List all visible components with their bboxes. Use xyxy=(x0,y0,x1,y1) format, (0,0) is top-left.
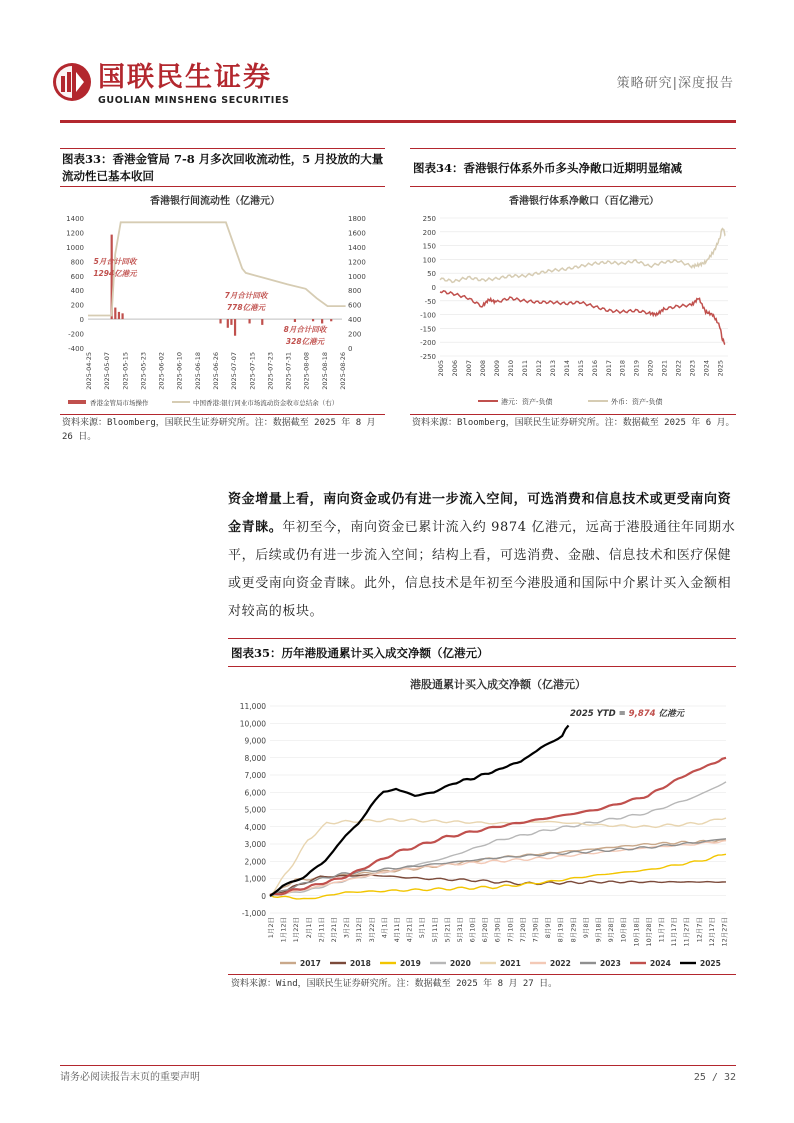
chart35-ytick: -1,000 xyxy=(241,909,266,918)
chart35-xtick: 6月10日 xyxy=(468,917,477,943)
chart35-ytd-annotation: 2025 YTD = 9,874 亿港元 xyxy=(570,709,685,719)
chart33-annotation: 778亿港元 xyxy=(226,303,266,312)
chart34-ytick: 50 xyxy=(427,270,436,279)
body-paragraph xyxy=(228,486,738,626)
fig33-bottom-rule xyxy=(60,414,385,415)
chart33-ytick-left: 400 xyxy=(70,287,84,296)
chart33-xtick: 2025-08-18 xyxy=(320,352,329,390)
fig34-title xyxy=(413,160,735,177)
chart34-legend-fx: 外币：资产-负债 xyxy=(611,398,663,406)
chart-southbound-cumulative xyxy=(228,668,736,973)
fig35-label: 图表35： xyxy=(231,646,282,660)
fig35-source: 资料来源：Wind，国联民生证券研究所。注：数据截至 2025 年 8 月 27 日。 xyxy=(231,979,558,989)
chart35-title: 港股通累计买入成交净额（亿港元） xyxy=(410,678,586,691)
chart35-legend-label: 2018 xyxy=(350,959,371,968)
chart34-legend-hkd: 港元：资产-负债 xyxy=(501,398,553,406)
chart35-xtick: 12月7日 xyxy=(695,917,704,943)
chart35-xtick: 10月28日 xyxy=(644,917,653,947)
page-number: 25 / 32 xyxy=(693,1072,736,1083)
chart33-xtick: 2025-05-07 xyxy=(103,352,112,390)
chart33-ytick-right: 1000 xyxy=(348,272,366,281)
chart33-ytick-right: 1200 xyxy=(348,258,366,267)
chart33-ytick-right: 200 xyxy=(348,330,362,339)
chart34-ytick: -50 xyxy=(424,297,436,306)
chart33-xtick: 2025-08-26 xyxy=(339,352,347,390)
chart33-xtick: 2025-06-10 xyxy=(175,352,184,390)
chart35-ytick: 2,000 xyxy=(244,857,266,867)
chart35-xtick: 3月22日 xyxy=(367,917,376,943)
chart33-xtick: 2025-07-23 xyxy=(266,352,275,390)
chart35-xtick: 3月12日 xyxy=(355,917,364,943)
chart35-xtick: 7月10日 xyxy=(506,917,515,943)
chart35-xtick: 11月17日 xyxy=(670,917,679,947)
chart34-xtick: 2010 xyxy=(506,360,515,377)
header-rule xyxy=(60,120,736,123)
fig34-title-rule xyxy=(410,186,736,187)
fig34-source: 资料来源：Bloomberg，国联民生证券研究所。注：数据截至 2025 年 6 月。 xyxy=(412,418,735,428)
chart35-xtick: 1月12日 xyxy=(279,917,288,943)
chart34-ytick: -150 xyxy=(420,325,436,334)
chart35-xtick: 8月9日 xyxy=(544,917,553,939)
chart-interbank-liquidity xyxy=(60,188,385,413)
chart33-ytick-left: 1000 xyxy=(66,243,84,252)
chart33-ytick-left: -200 xyxy=(68,330,84,339)
chart34-ytick: 150 xyxy=(422,242,436,251)
chart35-series-line xyxy=(270,818,726,897)
chart35-legend-label: 2019 xyxy=(400,959,421,968)
fig33-title-text: 香港金管局 7-8 月多次回收流动性，5 月投放的大量流动性已基本收回 xyxy=(62,152,384,183)
chart33-bar xyxy=(261,319,263,325)
chart34-xtick: 2023 xyxy=(688,360,697,377)
chart35-xtick: 5月1日 xyxy=(418,917,427,939)
footer-rule xyxy=(60,1065,736,1066)
chart35-xtick: 9月18日 xyxy=(594,917,603,943)
chart33-ytick-right: 600 xyxy=(348,301,362,310)
chart34-xtick: 2011 xyxy=(520,360,529,377)
chart34-ytick: -100 xyxy=(420,311,436,320)
fig33-title xyxy=(62,151,384,185)
fig34-top-rule xyxy=(410,148,736,149)
chart35-xtick: 7月30日 xyxy=(531,917,540,943)
chart35-xtick: 1月2日 xyxy=(267,917,275,939)
chart34-xtick: 2024 xyxy=(702,360,711,377)
chart34-ytick: 100 xyxy=(422,256,436,265)
chart34-ytick: 200 xyxy=(422,228,436,237)
chart35-legend-label: 2021 xyxy=(500,959,521,968)
chart33-legend-ops: 香港金管局市场操作 xyxy=(90,399,149,407)
chart34-xtick: 2021 xyxy=(660,360,669,377)
chart33-bar xyxy=(118,312,120,319)
chart35-xtick: 1月22日 xyxy=(292,917,301,943)
chart34-xtick: 2014 xyxy=(562,360,571,377)
chart35-legend-label: 2023 xyxy=(600,959,621,968)
chart35-xtick: 4月11日 xyxy=(392,917,401,943)
chart35-ytick: 7,000 xyxy=(244,771,266,780)
chart35-xtick: 2月11日 xyxy=(317,917,326,943)
chart33-legend-swatch-ops xyxy=(68,400,86,404)
chart33-xtick: 2025-06-18 xyxy=(193,352,202,390)
chart35-ytick: 6,000 xyxy=(244,788,266,798)
chart34-xtick: 2008 xyxy=(478,360,487,377)
chart33-ytick-right: 400 xyxy=(348,316,362,325)
logo-en: GUOLIAN MINSHENG SECURITIES xyxy=(98,95,290,106)
chart35-xtick: 12月17日 xyxy=(707,917,716,947)
chart35-legend-label: 2022 xyxy=(550,959,571,968)
fig35-bottom-rule xyxy=(228,974,736,975)
chart35-legend-label: 2025 xyxy=(700,959,721,968)
chart35-legend-label: 2024 xyxy=(650,959,671,968)
chart34-series-line xyxy=(440,291,725,344)
chart34-xtick: 2006 xyxy=(450,360,459,377)
chart35-ytick: 3,000 xyxy=(244,840,266,849)
chart35-xtick: 6月30日 xyxy=(493,917,502,943)
chart35-xtick: 2月21日 xyxy=(329,917,338,943)
chart34-xtick: 2015 xyxy=(576,360,585,377)
fig33-top-rule xyxy=(60,148,385,149)
chart33-bar xyxy=(114,308,116,320)
chart34-xtick: 2022 xyxy=(674,360,683,377)
doc-type: 策略研究|深度报告 xyxy=(616,76,734,91)
chart33-xtick: 2025-06-26 xyxy=(212,352,220,390)
chart33-bar xyxy=(230,319,232,325)
page-header xyxy=(0,0,794,130)
chart33-ytick-right: 1400 xyxy=(348,243,366,252)
chart33-annotation: 5月合计回收 xyxy=(93,257,137,266)
chart35-xtick: 4月1日 xyxy=(380,917,389,939)
chart33-ytick-right: 800 xyxy=(348,287,362,296)
chart35-ytick: 9,000 xyxy=(244,736,266,746)
chart35-ytick: 10,000 xyxy=(239,719,266,729)
chart35-ytick: 8,000 xyxy=(244,753,266,763)
fig34-label: 图表34： xyxy=(413,161,464,175)
chart35-xtick: 4月21日 xyxy=(405,917,414,943)
fig33-title-rule xyxy=(60,186,385,187)
chart34-series-line xyxy=(440,229,725,283)
chart34-ytick: 250 xyxy=(422,215,436,223)
chart33-ytick-left: 1200 xyxy=(66,229,84,238)
chart33-title: 香港银行间流动性（亿港元） xyxy=(150,196,280,207)
fig34-title-text: 香港银行体系外币多头净敞口近期明显缩减 xyxy=(463,161,683,175)
chart34-ytick: -250 xyxy=(420,353,436,361)
chart35-ytick: 4,000 xyxy=(244,822,266,832)
chart33-ytick-right: 1800 xyxy=(348,215,366,223)
chart34-xtick: 2009 xyxy=(492,360,501,377)
chart35-series-line xyxy=(270,725,569,896)
chart35-xtick: 8月19日 xyxy=(556,917,565,943)
chart33-ytick-left: 0 xyxy=(79,316,84,325)
chart33-ytick-right: 0 xyxy=(348,345,353,353)
fig33-source: 资料来源：Bloomberg，国联民生证券研究所。注：数据截至 2025 年 8 月 26 日。 xyxy=(62,418,376,442)
footer-disclaimer: 请务必阅读报告末页的重要声明 xyxy=(60,1072,200,1083)
chart35-xtick: 9月28日 xyxy=(607,917,616,943)
chart35-xtick: 8月29日 xyxy=(569,917,578,943)
chart33-ytick-left: 600 xyxy=(70,272,84,281)
chart35-xtick: 12月27日 xyxy=(720,917,729,947)
chart34-xtick: 2007 xyxy=(464,360,473,377)
chart35-ytick: 0 xyxy=(261,891,266,901)
chart35-legend-label: 2017 xyxy=(300,959,321,968)
chart33-ytick-left: 800 xyxy=(70,258,84,267)
chart33-xtick: 2025-05-23 xyxy=(139,352,148,390)
logo-mark-icon xyxy=(52,62,92,102)
chart35-xtick: 6月20日 xyxy=(481,917,490,943)
chart34-xtick: 2017 xyxy=(604,360,613,377)
fig35-top-rule xyxy=(228,638,736,639)
chart33-annotation: 8月合计回收 xyxy=(283,325,327,334)
paragraph-lead: 资金增量上看，南向资金或仍有进一步流入空间，可选消费和信息技术或更受南向资金青睐。 xyxy=(228,492,732,535)
chart35-xtick: 2月1日 xyxy=(304,917,313,939)
chart35-xtick: 10月18日 xyxy=(632,917,641,947)
chart33-bar xyxy=(330,319,332,321)
chart33-ytick-left: 1400 xyxy=(66,215,84,223)
chart34-xtick: 2025 xyxy=(716,360,725,377)
chart33-bar xyxy=(248,319,250,323)
chart34-xtick: 2013 xyxy=(548,360,557,377)
chart34-xtick: 2018 xyxy=(618,360,627,377)
chart34-xtick: 2012 xyxy=(534,360,543,377)
chart33-bar xyxy=(294,319,296,322)
fig35-title-text: 历年港股通累计买入成交净额（亿港元） xyxy=(281,646,489,660)
chart34-ytick: 0 xyxy=(431,284,436,292)
chart34-xtick: 2005 xyxy=(437,360,445,377)
chart35-xtick: 9月8日 xyxy=(581,917,590,939)
chart33-bar xyxy=(321,319,323,323)
chart33-bar xyxy=(219,319,221,323)
chart33-xtick: 2025-07-31 xyxy=(284,352,293,390)
chart33-xtick: 2025-07-15 xyxy=(248,352,257,390)
chart35-xtick: 7月20日 xyxy=(518,917,527,943)
chart35-xtick: 5月11日 xyxy=(430,917,439,943)
chart34-xtick: 2016 xyxy=(590,360,599,377)
chart33-bar xyxy=(234,319,236,336)
chart33-ytick-right: 1600 xyxy=(348,229,366,238)
chart34-xtick: 2019 xyxy=(632,360,641,377)
chart33-annotation: 328亿港元 xyxy=(285,337,325,346)
fig33-label: 图表33： xyxy=(62,152,113,166)
chart33-annotation: 7月合计回收 xyxy=(224,291,268,300)
chart33-ytick-left: 200 xyxy=(70,301,84,310)
fig35-title-rule xyxy=(228,666,736,667)
logo-cn: 国联民生证券 xyxy=(98,62,272,93)
chart35-xtick: 11月7日 xyxy=(657,917,666,943)
chart34-title: 香港银行体系净敞口（百亿港元） xyxy=(509,196,659,207)
chart35-xtick: 11月27日 xyxy=(682,917,691,947)
chart35-ytick: 5,000 xyxy=(244,805,266,815)
chart33-annotation: 1294亿港元 xyxy=(93,269,137,278)
fig35-title xyxy=(231,645,731,662)
chart33-bar xyxy=(312,319,314,321)
chart34-ytick: -200 xyxy=(420,339,436,348)
chart33-xtick: 2025-07-07 xyxy=(230,352,239,390)
chart35-xtick: 5月21日 xyxy=(443,917,452,943)
chart33-xtick: 2025-06-02 xyxy=(157,352,166,390)
chart33-xtick: 2025-04-25 xyxy=(85,352,93,390)
chart35-legend-label: 2020 xyxy=(450,959,471,968)
paragraph-text: 年初至今，南向资金已累计流入约 9874 亿港元，远高于港股通往年同期水平，后续或仍有进一步流入空间；结构上看，可选消费、金融、信息技术和医疗保健或更受南向资金青睐。此外，信息技术是年初至今港股通和国际中介累计买入金额相对较高的板块。 xyxy=(228,520,736,619)
chart33-xtick: 2025-08-08 xyxy=(302,352,311,390)
chart35-xtick: 3月2日 xyxy=(342,917,351,939)
chart35-ytick: 11,000 xyxy=(239,702,266,711)
chart33-bar xyxy=(227,319,229,328)
chart33-legend-balance: 中国香港:银行同业市场流动资金收市总结余（右） xyxy=(193,399,339,407)
chart34-xtick: 2020 xyxy=(646,360,655,377)
chart33-xtick: 2025-05-15 xyxy=(121,352,130,390)
chart33-ytick-left: -400 xyxy=(68,345,84,353)
fig34-bottom-rule xyxy=(410,414,736,415)
chart33-bar xyxy=(121,313,123,319)
chart35-ytick: 1,000 xyxy=(244,874,266,884)
chart-net-exposure xyxy=(410,188,736,413)
chart35-xtick: 5月31日 xyxy=(455,917,464,943)
chart35-xtick: 10月8日 xyxy=(619,917,628,943)
